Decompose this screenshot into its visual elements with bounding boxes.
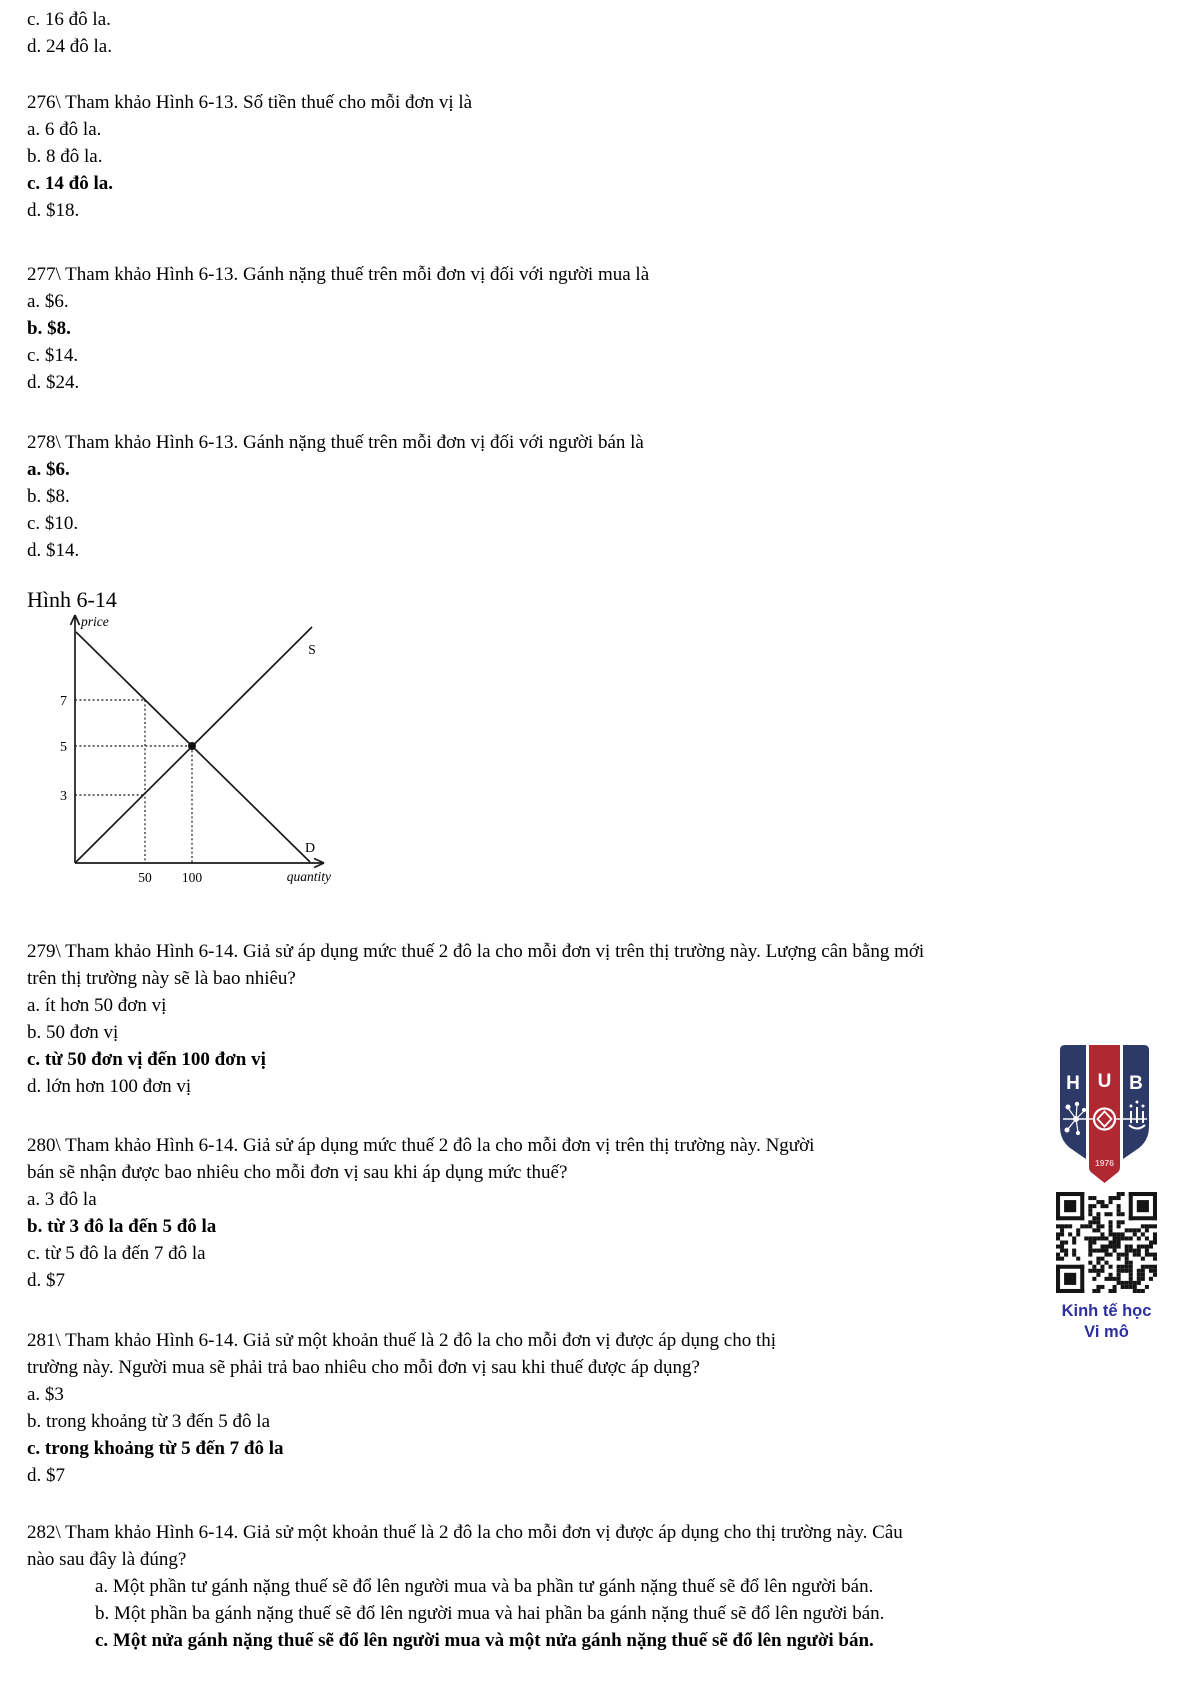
answer-option: d. $14. xyxy=(27,540,80,561)
answer-option: a. 6 đô la. xyxy=(27,119,102,140)
logo-letter-u: U xyxy=(1097,1071,1112,1092)
answer-option: a. 3 đô la xyxy=(27,1189,97,1210)
answer-option: b. trong khoảng từ 3 đến 5 đô la xyxy=(27,1411,271,1432)
answer-option-correct: c. từ 50 đơn vị đến 100 đơn vị xyxy=(27,1049,266,1070)
answer-option: b. 50 đơn vị xyxy=(27,1022,119,1043)
answer-option: b. $8. xyxy=(27,486,70,507)
answer-option: d. $7 xyxy=(27,1465,65,1486)
qr-code xyxy=(1056,1192,1157,1293)
question-278 xyxy=(27,429,1170,564)
supply-demand-chart xyxy=(40,575,340,890)
question-279 xyxy=(27,938,1170,1100)
logo-letter-h: H xyxy=(1066,1073,1080,1094)
course-caption-line1: Kinh tế học xyxy=(1061,1302,1152,1320)
course-caption xyxy=(1041,1301,1172,1343)
dotted-guides xyxy=(75,700,192,863)
figure-label: Hình 6-14 xyxy=(27,587,117,612)
question-heading: trường này. Người mua sẽ phải trả bao nhiêu cho mỗi đơn vị sau khi thuế được áp dụng? xyxy=(27,1357,700,1378)
answer-option-correct: a. $6. xyxy=(27,459,70,480)
supply-label: S xyxy=(308,642,316,657)
question-heading: 277\ Tham khảo Hình 6-13. Gánh nặng thuế trên mỗi đơn vị đối với người mua là xyxy=(27,264,650,285)
answer-option: a. ít hơn 50 đơn vị xyxy=(27,995,167,1016)
answer-option: a. Một phần tư gánh nặng thuế sẽ đổ lên người mua và ba phần tư gánh nặng thuế sẽ đổ lên người bán. xyxy=(95,1576,874,1597)
answer-option: b. Một phần ba gánh nặng thuế sẽ đổ lên người mua và hai phần ba gánh nặng thuế sẽ đổ lên người bán. xyxy=(95,1603,885,1624)
question-280 xyxy=(27,1132,1170,1294)
question-heading: bán sẽ nhận được bao nhiêu cho mỗi đơn vị sau khi áp dụng mức thuế? xyxy=(27,1162,568,1183)
question-277 xyxy=(27,261,1170,396)
logo-letter-b: B xyxy=(1129,1073,1143,1094)
y-tick-5: 5 xyxy=(60,740,67,755)
answer-option: d. 24 đô la. xyxy=(27,36,112,57)
x-tick-50: 50 xyxy=(138,870,152,885)
answer-option: d. $7 xyxy=(27,1270,65,1291)
answer-option: a. $6. xyxy=(27,291,69,312)
question-276 xyxy=(27,89,1170,224)
answer-option-correct: c. 14 đô la. xyxy=(27,173,114,194)
question-282 xyxy=(27,1519,1170,1654)
answer-option-correct: b. $8. xyxy=(27,318,71,339)
course-caption-line2: Vi mô xyxy=(1084,1323,1129,1341)
answer-option: a. $3 xyxy=(27,1384,64,1405)
question-heading: 278\ Tham khảo Hình 6-13. Gánh nặng thuế trên mỗi đơn vị đối với người bán là xyxy=(27,432,644,453)
answer-option: c. từ 5 đô la đến 7 đô la xyxy=(27,1243,206,1264)
question-heading: 280\ Tham khảo Hình 6-14. Giả sử áp dụng mức thuế 2 đô la cho mỗi đơn vị trên thị trường này. Người xyxy=(27,1135,815,1156)
question-281 xyxy=(27,1327,1170,1489)
question-heading: 276\ Tham khảo Hình 6-13. Số tiền thuế cho mỗi đơn vị là xyxy=(27,92,473,113)
answer-option: c. $10. xyxy=(27,513,79,534)
x-tick-100: 100 xyxy=(181,870,203,885)
question-heading: nào sau đây là đúng? xyxy=(27,1549,187,1570)
diamond-emblem xyxy=(1094,1109,1115,1130)
logo-year: 1976 xyxy=(1095,1158,1114,1168)
answer-option: d. $18. xyxy=(27,200,80,221)
hub-logo xyxy=(1056,1041,1153,1186)
question-heading: trên thị trường này sẽ là bao nhiêu? xyxy=(27,968,296,989)
y-tick-3: 3 xyxy=(60,789,67,804)
demand-label: D xyxy=(304,841,316,856)
answer-option: d. lớn hơn 100 đơn vị xyxy=(27,1076,192,1097)
answer-option: c. 16 đô la. xyxy=(27,9,111,30)
equilibrium-point xyxy=(188,742,196,750)
question-heading: 282\ Tham khảo Hình 6-14. Giả sử một khoản thuế là 2 đô la cho mỗi đơn vị được áp dụng cho thị trường này. Câu xyxy=(27,1522,903,1543)
question-heading: 279\ Tham khảo Hình 6-14. Giả sử áp dụng mức thuế 2 đô la cho mỗi đơn vị trên thị trường này. Lượng cân bằng mới xyxy=(27,941,925,962)
answer-option: d. $24. xyxy=(27,372,80,393)
x-axis-label: quantity xyxy=(286,869,331,884)
question-275-tail xyxy=(27,6,1170,60)
answer-option-correct: c. Một nửa gánh nặng thuế sẽ đổ lên người mua và một nửa gánh nặng thuế sẽ đổ lên người bán. xyxy=(95,1630,874,1651)
answer-option-correct: c. trong khoảng từ 5 đến 7 đô la xyxy=(27,1438,284,1459)
y-axis-label: price xyxy=(81,614,109,629)
question-heading: 281\ Tham khảo Hình 6-14. Giả sử một khoản thuế là 2 đô la cho mỗi đơn vị được áp dụng cho thị xyxy=(27,1330,777,1351)
answer-option-correct: b. từ 3 đô la đến 5 đô la xyxy=(27,1216,217,1237)
y-tick-7: 7 xyxy=(60,694,67,709)
answer-option: b. 8 đô la. xyxy=(27,146,103,167)
logo-left-panel xyxy=(1060,1045,1086,1159)
answer-option: c. $14. xyxy=(27,345,79,366)
